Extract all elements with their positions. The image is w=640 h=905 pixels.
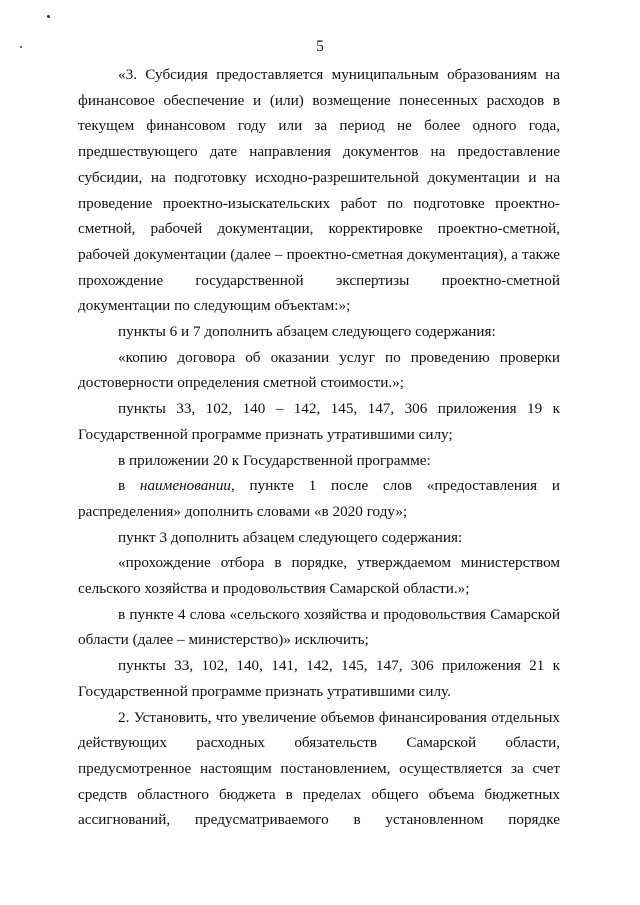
paragraph-prefix: в [118,477,140,495]
paragraph: «копию договора об оказании услуг по проведению проверки достоверности определения сметной стоимости.»; [78,348,560,392]
page-number: 5 [316,38,324,55]
paragraph: в приложении 20 к Государственной программе: [118,451,431,469]
scan-speck-dot [47,15,50,18]
paragraph [78,473,560,524]
paragraph: 2. Установить, что увеличение объемов финансирования отдельных действующих расходных обязательств Самарской области, предусмотренное настоящим постановлением, осуществляется за счет средств областного бюджета в пределах общего объема бюджетных ассигнований, предусматриваемого в установленном порядке [78,708,560,829]
paragraph: в пункте 4 слова «сельского хозяйства и продовольствия Самарской области (далее – министерство)» исключить; [78,605,560,649]
paragraph: пункты 33, 102, 140, 141, 142, 145, 147, 306 приложения 21 к Государственной программе признать утратившими силу. [78,657,560,700]
paragraph: «прохождение отбора в порядке, утверждаемом министерством сельского хозяйства и продовольствия Самарской области.»; [78,554,560,598]
paragraph: пункты 6 и 7 дополнить абзацем следующего содержания: [118,323,496,341]
paragraph: «3. Субсидия предоставляется муниципальным образованиям на финансовое обеспечение и (или) возмещение понесенных расходов в текущем финансовом году или за период не более одного года, предшествующего дате направления документов на предоставление субсидии, на подготовку исходно-разрешительной документации и на проведение проектно-изыскательских работ по подготовке проектно-сметной, рабочей документации, корректировке проектно-сметной, рабочей документации (далее – проектно-сметная документация), а также прохождение государственной экспертизы проектно-сметной документации по следующим объектам:»; [78,66,560,315]
paragraph: пункты 33, 102, 140 – 142, 145, 147, 306 приложения 19 к Государственной программе признать утратившими силу; [78,400,560,443]
document-body [78,62,560,833]
paragraph: пункт 3 дополнить абзацем следующего содержания: [118,528,463,546]
paragraph-italic-word: наименовании, [139,477,235,495]
paragraph-suffix: пункте 1 после слов «предоставления и распределения» дополнить словами «в 2020 году»; [78,477,561,520]
